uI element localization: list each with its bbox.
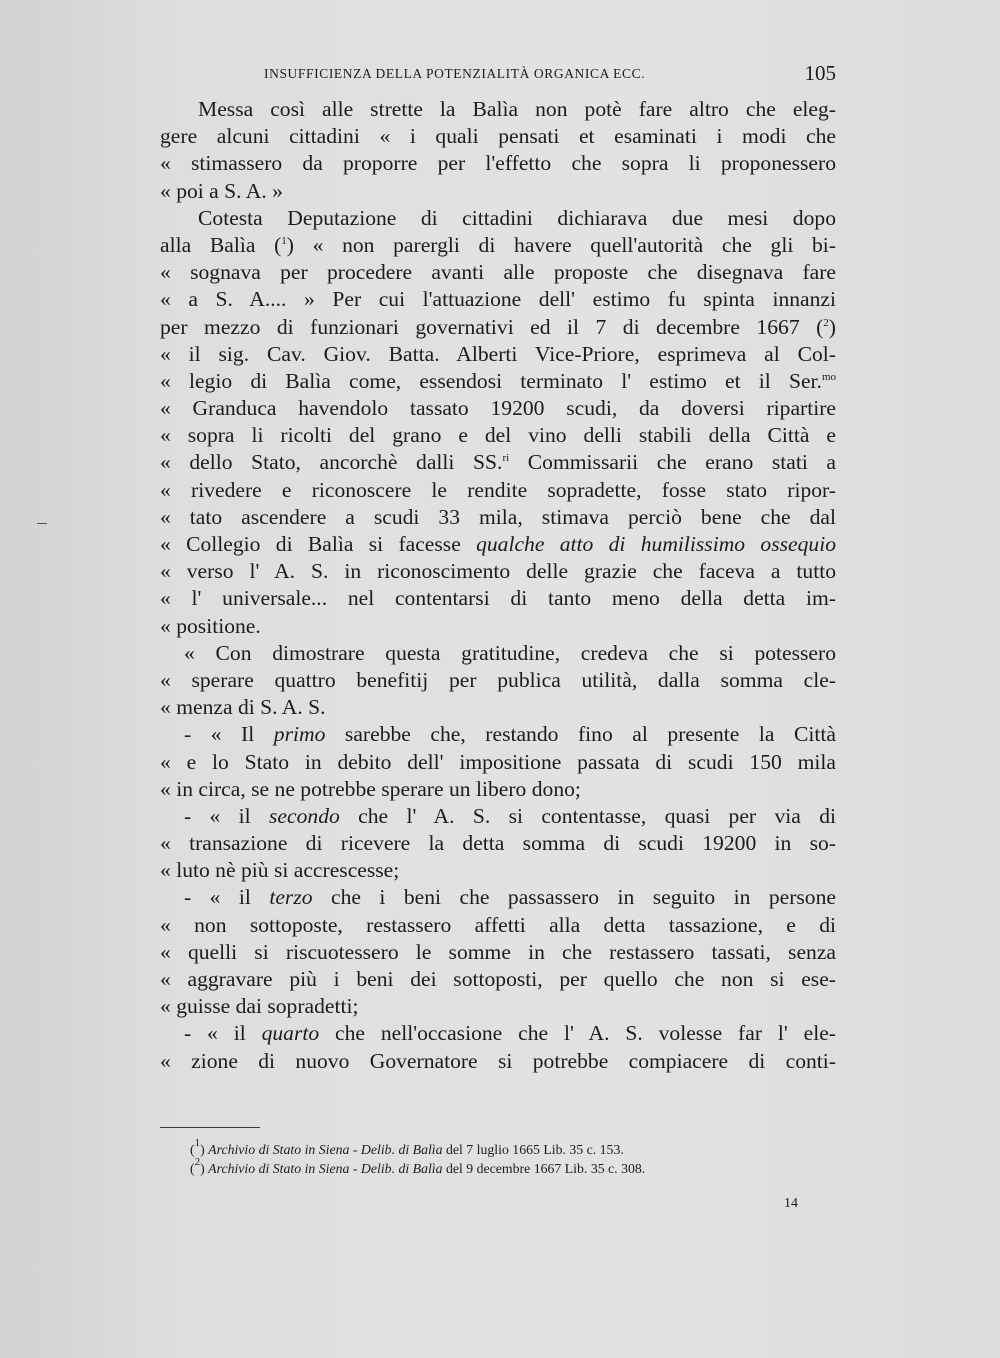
text-line: « sognava per procedere avanti alle proposte che disegnava fare [160,260,836,285]
text-line: « legio di Balìa come, essendosi terminato l' estimo et il Ser.$^{mo}$ [160,368,836,393]
signature-mark: 14 [784,1196,798,1211]
text-line: « Con dimostrare questa gratitudine, credeva che si potessero [184,640,836,665]
footnote-rule [160,1127,260,1128]
text-line: « verso l' A. S. in riconoscimento delle grazie che faceva a tutto [160,559,836,584]
text-line: « transazione di ricevere la detta somma di scudi 19200 in so- [160,831,836,856]
text-line: « poi a S. A. » [160,178,283,203]
text-line: « stimassero da proporre per l'effetto che sopra li proponessero [160,151,836,176]
superscript: ri [502,452,510,465]
footnote-ref: 1 [281,234,287,247]
text-line: « a S. A.... » Per cui l'attuazione dell' estimo fu spinta innanzi [160,287,836,312]
italic-text: secondo [269,803,340,828]
body-text [160,96,836,1075]
text-line: Messa così alle strette la Balìa non potè fare altro che eleg- [198,97,836,121]
italic-text: primo [273,722,326,747]
text-line: « guisse dai sopradetti; [160,994,359,1019]
text-line: « tato ascendere a scudi 33 mila, stimava perciò bene che dal [160,504,836,529]
text-line: - « il terzo che i beni che passassero in seguito in persone [184,885,836,910]
footnote: ($^1$) Archivio di Stato in Siena - Delib. di Balìa del 7 luglio 1665 Lib. 35 c. 153. [190,1137,624,1157]
text-line: « sopra li ricolti del grano e del vino delli stabili della Città e [160,423,836,448]
text-line: per mezzo di funzionari governativi ed il 7 di decembre 1667 ($^2$) [160,314,836,339]
text-line: « positione. [160,613,261,638]
text-line: « sperare quattro benefitij per publica utilità, dalla somma cle- [160,667,836,692]
footnote: ($^2$) Archivio di Stato in Siena - Delib. di Balìa del 9 decembre 1667 Lib. 35 c. 308. [190,1156,646,1176]
italic-text: quarto [261,1021,320,1046]
text-line: « Collegio di Balìa si facesse qualche atto di humilissimo ossequio [160,532,836,556]
text-line: - « il quarto che nell'occasione che l' A. S. volesse far l' ele- [184,1021,836,1046]
italic-text: qualche atto di humilissimo ossequio [476,532,836,556]
margin-mark [37,523,47,524]
text-line: « il sig. Cav. Giov. Batta. Alberti Vice-Priore, esprimeva al Col- [160,341,836,366]
text-line: « zione di nuovo Governatore si potrebbe compiacere di conti- [160,1048,836,1073]
running-title: INSUFFICIENZA DELLA POTENZIALITÀ ORGANICA ECC. [264,66,646,81]
text-line: - « Il primo sarebbe che, restando fino al presente la Città [184,722,837,747]
text-line: « e lo Stato in debito dell' impositione passata di scudi 150 mila [160,749,836,774]
text-line: « dello Stato, ancorchè dalli SS.$^{ri}$ Commissarii che erano stati a [160,450,836,475]
superscript: mo [821,370,836,383]
text-line: alla Balìa ($^1$) « non parergli di havere quell'autorità che gli bi- [160,232,836,257]
text-line: « in circa, se ne potrebbe sperare un libero dono; [160,776,581,801]
text-line: Cotesta Deputazione di cittadini dichiarava due mesi dopo [198,205,836,230]
footnotes [190,1137,830,1178]
text-line: « Granduca havendolo tassato 19200 scudi, da doversi ripartire [160,396,836,421]
text-line: « rivedere e riconoscere le rendite sopradette, fosse stato ripor- [160,477,836,502]
page-header [160,60,836,90]
text-line: - « il secondo che l' A. S. si contentasse, quasi per via di [184,803,836,828]
italic-text: terzo [269,885,313,910]
text-line: « luto nè più si accrescesse; [160,858,400,883]
text-line: « quelli si riscuotessero le somme in che restassero tassati, senza [160,939,836,964]
text-line: gere alcuni cittadini « i quali pensati et esaminati i modi che [160,124,836,149]
text-line: « aggravare più i beni dei sottoposti, per quello che non si ese- [160,967,836,991]
text-line: « l' universale... nel contentarsi di tanto meno della detta im- [160,586,836,611]
page-number: 105 [804,61,836,85]
text-line: « menza di S. A. S. [160,695,326,720]
footnote-ref: 2 [823,316,829,329]
text-line: « non sottoposte, restassero affetti alla detta tassazione, e di [160,912,836,937]
